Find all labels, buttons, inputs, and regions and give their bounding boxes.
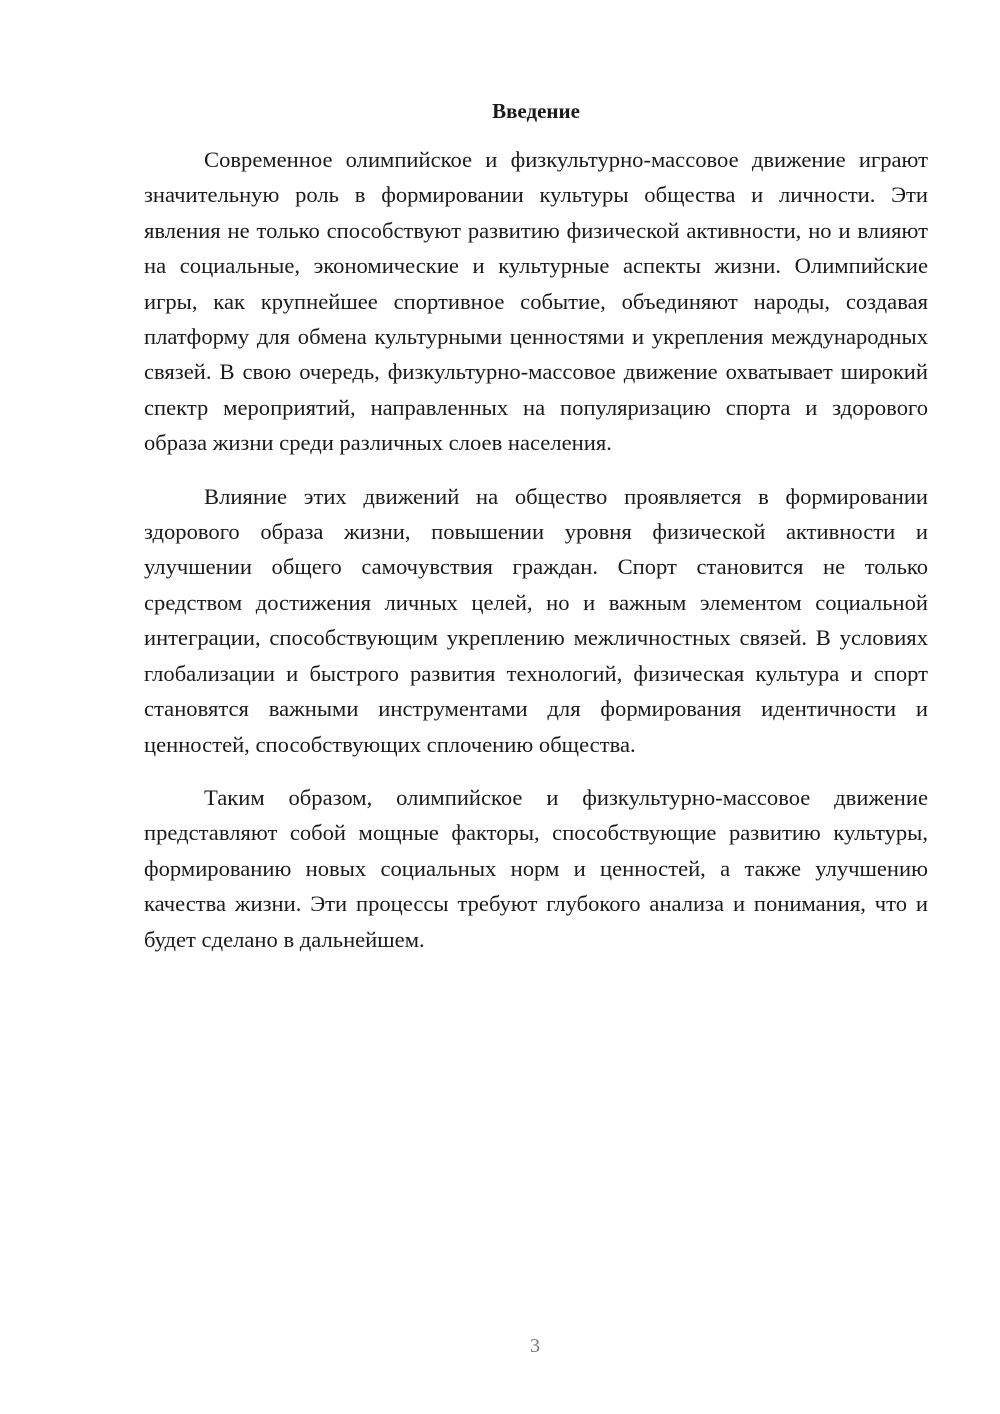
paragraph-1: Современное олимпийское и физкультурно-массовое движение играют значительную роль в формировании культуры общества и личности. Эти явления не только способствуют развитию физической активности, но и влияют на социальные, экономические и культурные аспекты жизни. Олимпийские игры, как крупнейшее спортивное событие, объединяют народы, создавая платформу для обмена культурными ценностями и укрепления международных связей. В свою очередь, физкультурно-массовое движение охватывает широкий спектр мероприятий, направленных на популяризацию спорта и здорового образа жизни среди различных слоев населения. (144, 147, 928, 456)
section-title: Введение (492, 99, 580, 123)
paragraph-3: Таким образом, олимпийское и физкультурно-массовое движение представляют собой мощные факторы, способствующие развитию культуры, формированию новых социальных норм и ценностей, а также улучшению качества жизни. Эти процессы требуют глубокого анализа и понимания, что и будет сделано в дальнейшем. (144, 784, 928, 952)
page-number: 3 (530, 1335, 540, 1357)
paragraph-2: Влияние этих движений на общество проявляется в формировании здорового образа жизни, повышении уровня физической активности и улучшении общего самочувствия граждан. Спорт становится не только средством достижения личных целей, но и важным элементом социальной интеграции, способствующим укреплению межличностных связей. В условиях глобализации и быстрого развития технологий, физическая культура и спорт становятся важными инструментами для формирования идентичности и ценностей, способствующих сплочению общества. (144, 483, 928, 757)
page-content (144, 92, 928, 975)
